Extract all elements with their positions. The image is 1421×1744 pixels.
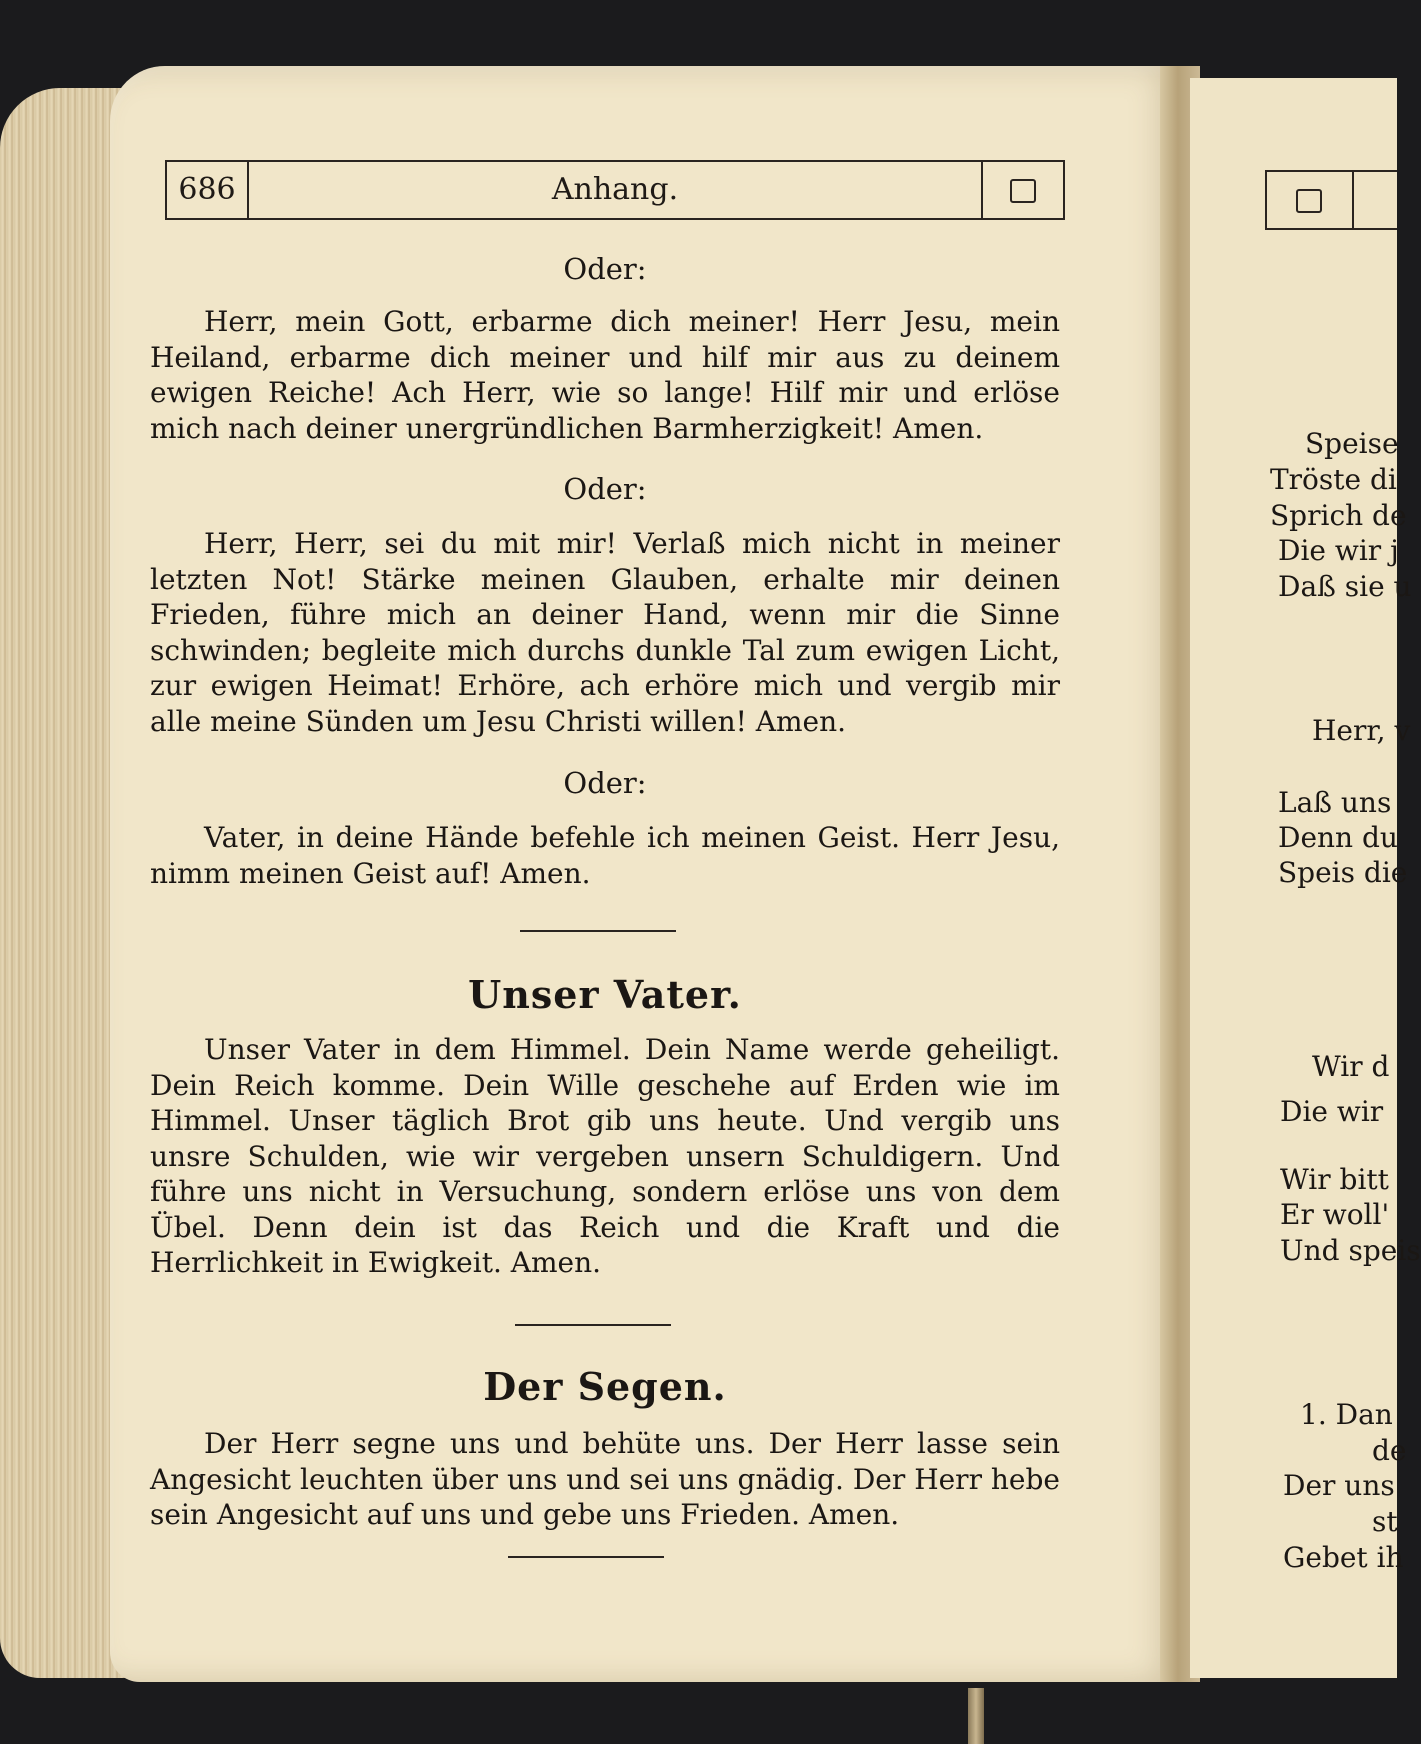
right-page-line: Er woll' (1280, 1198, 1390, 1231)
section-divider (515, 1324, 671, 1326)
right-page-line: Herr, v (1312, 714, 1411, 747)
section-divider (508, 1556, 664, 1558)
header-ornament-box (981, 162, 1065, 218)
header-title: Anhang. (551, 172, 679, 207)
right-page-line: Gebet ih (1283, 1541, 1404, 1574)
right-page-line: 1. Dan (1300, 1398, 1393, 1431)
right-page-line: Speis die (1278, 856, 1408, 889)
square-ornament-icon (1010, 179, 1036, 203)
right-page-line: st (1372, 1505, 1398, 1538)
right-page-line: Die wir (1280, 1095, 1384, 1128)
section-heading: Unser Vater. (468, 972, 742, 1017)
lords-prayer-text: Unser Vater in dem Himmel. Dein Name werde geheiligt. Dein Reich komme. Dein Wille geschehe auf Erden wie im Himmel. Unser täglich Brot gib uns heute. Und vergib uns unsre Schulden, wie wir vergeben unsern Schuldigern. Und führe uns nicht in Versuchung, sondern erlöse uns von dem Übel. Denn dein ist das Reich und die Kraft und die Herrlichkeit in Ewigkeit. Amen. (150, 1033, 1060, 1279)
right-page-line: Tröste di (1270, 463, 1397, 496)
right-page-line: de (1372, 1434, 1407, 1467)
right-page-line: Laß uns (1278, 786, 1392, 819)
prayer-text: Herr, mein Gott, erbarme dich meiner! Herr Jesu, mein Heiland, erbarme dich meiner und hilf mir aus zu deinem ewigen Reiche! Ach Herr, wie so lange! Hilf mir und erlöse mich nach deiner unergründlichen Barmherzigkeit! Amen. (150, 305, 1060, 445)
prayer-label: Oder: (563, 472, 647, 506)
section-heading: Der Segen. (483, 1364, 727, 1409)
right-page-line: Die wir j (1278, 534, 1399, 567)
right-page-line: Und speis (1280, 1234, 1421, 1267)
bookmark-ribbon (968, 1688, 984, 1744)
prayer-text: Vater, in deine Hände befehle ich meinen Geist. Herr Jesu, nimm meinen Geist auf! Amen. (150, 821, 1060, 890)
right-running-header (1265, 170, 1397, 230)
section-divider (520, 930, 676, 932)
page-number: 686 (165, 162, 249, 218)
right-page-line: Daß sie u (1278, 570, 1412, 603)
blessing-text: Der Herr segne uns und behüte uns. Der Herr lasse sein Angesicht leuchten über uns und sei uns gnädig. Der Herr hebe sein Angesicht auf uns und gebe uns Frieden. Amen. (150, 1427, 1060, 1531)
header-ornament-box (1265, 172, 1354, 228)
prayer-label: Oder: (563, 766, 647, 800)
running-header (165, 160, 1065, 220)
right-page-line: Speise (1305, 427, 1399, 460)
square-ornament-icon (1296, 189, 1322, 213)
right-page-line: Sprich de (1270, 499, 1407, 532)
right-page-line: Wir d (1312, 1050, 1390, 1083)
prayer-text: Herr, Herr, sei du mit mir! Verlaß mich nicht in meiner letzten Not! Stärke meinen Glauben, erhalte mir deinen Frieden, führe mich an deiner Hand, wenn mir die Sinne schwinden; begleite mich durchs dunkle Tal zum ewigen Licht, zur ewigen Heimat! Erhöre, ach erhöre mich und vergib mir alle meine Sünden um Jesu Christi willen! Amen. (150, 527, 1060, 738)
right-page-line: Wir bitt (1280, 1163, 1389, 1196)
right-page-line: Der uns (1283, 1469, 1395, 1502)
right-page-line: Denn du (1278, 821, 1398, 854)
prayer-label: Oder: (563, 252, 647, 286)
